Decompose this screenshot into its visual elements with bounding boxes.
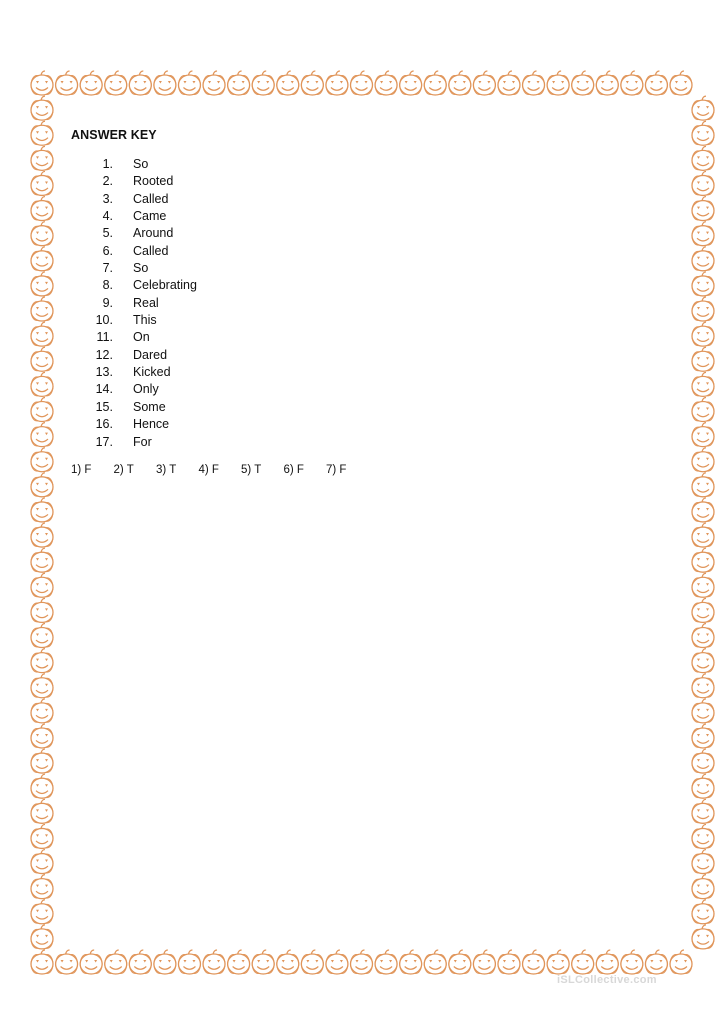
list-item <box>91 173 174 190</box>
jack-o-lantern-icon <box>449 950 471 974</box>
jack-o-lantern-icon <box>547 71 569 95</box>
jack-o-lantern-icon <box>31 171 53 195</box>
answer-word: Celebrating <box>133 278 197 293</box>
jack-o-lantern-icon <box>31 397 53 421</box>
jack-o-lantern-icon <box>692 724 714 748</box>
answer-number: 2. <box>102 174 113 189</box>
jack-o-lantern-icon <box>154 71 176 95</box>
jack-o-lantern-icon <box>692 925 714 949</box>
jack-o-lantern-icon <box>31 875 53 899</box>
answer-word: Called <box>133 243 169 258</box>
jack-o-lantern-icon <box>692 347 714 371</box>
jack-o-lantern-icon <box>31 573 53 597</box>
jack-o-lantern-icon <box>31 247 53 271</box>
jack-o-lantern-icon <box>692 222 714 246</box>
jack-o-lantern-icon <box>129 71 151 95</box>
jack-o-lantern-icon <box>31 624 53 648</box>
answer-word: Hence <box>133 417 170 432</box>
jack-o-lantern-icon <box>31 850 53 874</box>
answer-number: 11. <box>96 330 113 345</box>
jack-o-lantern-icon <box>351 950 373 974</box>
jack-o-lantern-icon <box>56 71 78 95</box>
answer-number: 1. <box>102 157 113 171</box>
jack-o-lantern-icon <box>692 297 714 321</box>
answer-number: 17. <box>95 434 113 449</box>
jack-o-lantern-icon <box>692 850 714 874</box>
answer-word: On <box>133 330 150 345</box>
answer-number: 8. <box>102 278 113 293</box>
answer-word: Around <box>133 226 174 241</box>
jack-o-lantern-icon <box>31 96 53 120</box>
jack-o-lantern-icon <box>31 749 53 773</box>
jack-o-lantern-icon <box>473 71 495 95</box>
jack-o-lantern-icon <box>692 423 714 447</box>
answer-word: For <box>133 434 152 449</box>
jack-o-lantern-icon <box>31 121 53 145</box>
jack-o-lantern-icon <box>692 473 714 497</box>
answer-number: 15. <box>95 399 113 414</box>
list-item <box>91 208 167 225</box>
jack-o-lantern-icon <box>31 724 53 748</box>
jack-o-lantern-icon <box>692 523 714 547</box>
jack-o-lantern-icon <box>228 950 250 974</box>
jack-o-lantern-icon <box>31 900 53 924</box>
jack-o-lantern-icon <box>424 950 446 974</box>
jack-o-lantern-icon <box>572 950 594 974</box>
jack-o-lantern-icon <box>692 774 714 798</box>
jack-o-lantern-icon <box>498 71 520 95</box>
jack-o-lantern-icon <box>56 950 78 974</box>
jack-o-lantern-icon <box>31 347 53 371</box>
answer-number: 12. <box>95 347 113 362</box>
jack-o-lantern-icon <box>670 950 692 974</box>
list-item <box>91 260 149 277</box>
jack-o-lantern-icon <box>572 71 594 95</box>
jack-o-lantern-icon <box>31 71 53 95</box>
jack-o-lantern-icon <box>692 397 714 421</box>
true-false-item: 3) T <box>156 464 177 476</box>
jack-o-lantern-icon <box>31 297 53 321</box>
jack-o-lantern-icon <box>692 875 714 899</box>
answer-word: So <box>133 157 149 171</box>
answer-word: Kicked <box>133 365 171 380</box>
jack-o-lantern-icon <box>31 523 53 547</box>
jack-o-lantern-icon <box>277 71 299 95</box>
jack-o-lantern-icon <box>375 950 397 974</box>
answer-word: Some <box>133 399 166 414</box>
answer-word: So <box>133 261 149 276</box>
jack-o-lantern-icon <box>105 950 127 974</box>
jack-o-lantern-icon <box>203 950 225 974</box>
true-false-item: 7) F <box>326 464 347 476</box>
jack-o-lantern-icon <box>692 272 714 296</box>
jack-o-lantern-icon <box>31 448 53 472</box>
jack-o-lantern-icon <box>523 950 545 974</box>
list-item <box>91 434 152 451</box>
jack-o-lantern-icon <box>228 71 250 95</box>
answer-word: Only <box>133 382 159 397</box>
list-item <box>91 416 170 433</box>
answer-number: 7. <box>102 261 113 276</box>
jack-o-lantern-icon <box>31 598 53 622</box>
answer-word: Real <box>133 295 159 310</box>
answer-number: 10. <box>95 313 113 328</box>
jack-o-lantern-icon <box>31 925 53 949</box>
list-item <box>91 347 168 364</box>
list-item <box>91 191 169 208</box>
jack-o-lantern-icon <box>645 71 667 95</box>
jack-o-lantern-icon <box>449 71 471 95</box>
jack-o-lantern-icon <box>692 824 714 848</box>
jack-o-lantern-icon <box>31 322 53 346</box>
jack-o-lantern-icon <box>375 71 397 95</box>
jack-o-lantern-icon <box>31 498 53 522</box>
list-item <box>91 312 157 329</box>
jack-o-lantern-icon <box>692 624 714 648</box>
answer-key-section <box>71 128 347 476</box>
list-item <box>91 295 159 312</box>
jack-o-lantern-icon <box>31 699 53 723</box>
jack-o-lantern-icon <box>670 71 692 95</box>
list-item <box>91 156 149 173</box>
answer-number: 13. <box>95 365 113 380</box>
jack-o-lantern-icon <box>252 71 274 95</box>
list-item <box>91 329 150 346</box>
jack-o-lantern-icon <box>692 649 714 673</box>
jack-o-lantern-icon <box>178 950 200 974</box>
answer-number: 16. <box>95 417 113 432</box>
jack-o-lantern-icon <box>252 950 274 974</box>
jack-o-lantern-icon <box>498 950 520 974</box>
answer-word: This <box>133 313 157 328</box>
jack-o-lantern-icon <box>621 950 643 974</box>
jack-o-lantern-icon <box>473 950 495 974</box>
answer-number: 9. <box>102 295 113 310</box>
jack-o-lantern-icon <box>31 146 53 170</box>
jack-o-lantern-icon <box>400 950 422 974</box>
jack-o-lantern-icon <box>692 749 714 773</box>
jack-o-lantern-icon <box>31 222 53 246</box>
true-false-item: 2) T <box>113 464 134 476</box>
jack-o-lantern-icon <box>31 674 53 698</box>
true-false-item: 5) T <box>241 464 262 476</box>
jack-o-lantern-icon <box>31 548 53 572</box>
answer-number: 14. <box>95 382 113 397</box>
jack-o-lantern-icon <box>203 71 225 95</box>
jack-o-lantern-icon <box>31 473 53 497</box>
jack-o-lantern-icon <box>692 799 714 823</box>
page-title: ANSWER KEY <box>71 128 157 142</box>
jack-o-lantern-icon <box>424 71 446 95</box>
jack-o-lantern-icon <box>105 71 127 95</box>
answer-number: 5. <box>102 226 113 241</box>
list-item <box>91 243 169 260</box>
jack-o-lantern-icon <box>692 197 714 221</box>
jack-o-lantern-icon <box>692 573 714 597</box>
jack-o-lantern-icon <box>31 272 53 296</box>
true-false-item: 1) F <box>71 464 92 476</box>
jack-o-lantern-icon <box>80 950 102 974</box>
jack-o-lantern-icon <box>692 699 714 723</box>
jack-o-lantern-icon <box>301 950 323 974</box>
jack-o-lantern-icon <box>692 598 714 622</box>
jack-o-lantern-icon <box>326 950 348 974</box>
jack-o-lantern-icon <box>692 448 714 472</box>
true-false-item: 4) F <box>198 464 219 476</box>
jack-o-lantern-icon <box>596 71 618 95</box>
jack-o-lantern-icon <box>31 197 53 221</box>
jack-o-lantern-icon <box>277 950 299 974</box>
list-item <box>91 364 171 381</box>
jack-o-lantern-icon <box>31 649 53 673</box>
jack-o-lantern-icon <box>692 548 714 572</box>
jack-o-lantern-icon <box>692 171 714 195</box>
jack-o-lantern-icon <box>621 71 643 95</box>
jack-o-lantern-icon <box>301 71 323 95</box>
list-item <box>91 277 197 294</box>
list-item <box>91 225 174 242</box>
true-false-answers <box>71 464 369 476</box>
jack-o-lantern-icon <box>351 71 373 95</box>
jack-o-lantern-icon <box>154 950 176 974</box>
jack-o-lantern-icon <box>178 71 200 95</box>
jack-o-lantern-icon <box>523 71 545 95</box>
jack-o-lantern-icon <box>692 498 714 522</box>
answer-word: Came <box>133 209 167 224</box>
answer-number: 3. <box>102 191 113 206</box>
jack-o-lantern-icon <box>400 71 422 95</box>
jack-o-lantern-icon <box>692 372 714 396</box>
jack-o-lantern-icon <box>645 950 667 974</box>
jack-o-lantern-icon <box>596 950 618 974</box>
jack-o-lantern-icon <box>31 423 53 447</box>
true-false-item: 6) F <box>283 464 304 476</box>
jack-o-lantern-icon <box>31 774 53 798</box>
jack-o-lantern-icon <box>692 674 714 698</box>
jack-o-lantern-icon <box>31 950 53 974</box>
answer-word: Called <box>133 191 169 206</box>
jack-o-lantern-icon <box>80 71 102 95</box>
jack-o-lantern-icon <box>31 824 53 848</box>
list-item <box>91 399 166 416</box>
jack-o-lantern-icon <box>692 900 714 924</box>
jack-o-lantern-icon <box>547 950 569 974</box>
jack-o-lantern-icon <box>692 121 714 145</box>
jack-o-lantern-icon <box>692 96 714 120</box>
jack-o-lantern-icon <box>129 950 151 974</box>
answer-word: Rooted <box>133 174 174 189</box>
answer-list <box>91 156 197 451</box>
answer-number: 4. <box>102 209 113 224</box>
jack-o-lantern-icon <box>692 247 714 271</box>
answer-word: Dared <box>133 347 168 362</box>
jack-o-lantern-icon <box>692 146 714 170</box>
jack-o-lantern-icon <box>31 372 53 396</box>
jack-o-lantern-icon <box>326 71 348 95</box>
list-item <box>91 381 159 398</box>
jack-o-lantern-icon <box>31 799 53 823</box>
watermark: iSLCollective.com <box>557 974 657 986</box>
answer-number: 6. <box>102 243 113 258</box>
jack-o-lantern-icon <box>692 322 714 346</box>
